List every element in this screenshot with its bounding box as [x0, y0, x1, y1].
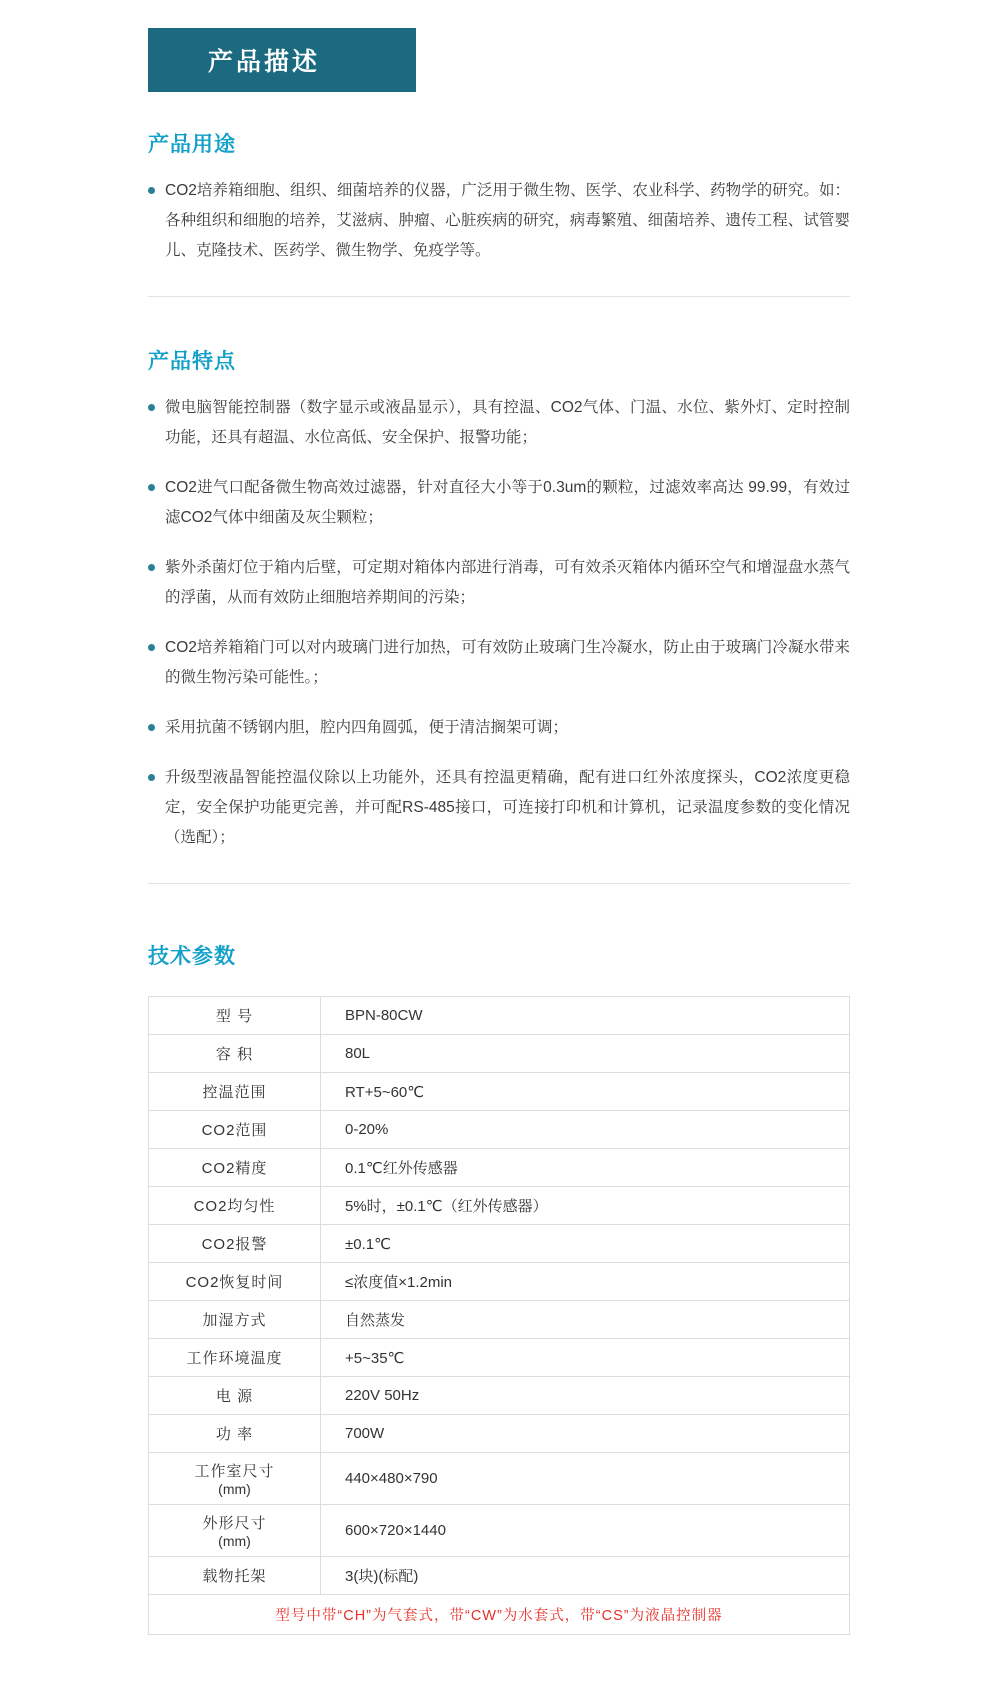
section-product-features — [0, 345, 1000, 853]
spec-label-text: CO2均匀性 — [193, 1198, 276, 1215]
feature-text: 微电脑智能控制器（数字显示或液晶显示），具有控温、CO2气体、门温、水位、紫外灯、定时控制功能，还具有超温、水位高低、安全保护、报警功能； — [165, 399, 850, 446]
section-tech-params — [0, 940, 1000, 970]
feature-text: CO2进气口配备微生物高效过滤器，针对直径大小等于0.3um的颗粒，过滤效率高达 99.99，有效过滤CO2气体中细菌及灰尘颗粒； — [165, 479, 850, 526]
spec-label — [149, 1377, 321, 1415]
spec-label — [149, 1301, 321, 1339]
spec-label — [149, 1149, 321, 1187]
feature-item — [148, 553, 850, 613]
spec-value: +5~35℃ — [321, 1339, 850, 1377]
spec-label — [149, 997, 321, 1035]
bullet-icon — [148, 187, 155, 194]
table-row — [149, 1187, 850, 1225]
section-title-features: 产品特点 — [148, 350, 236, 373]
feature-item — [148, 393, 850, 453]
spec-label-text: CO2恢复时间 — [185, 1274, 284, 1291]
spec-label-unit: (mm) — [218, 1533, 251, 1549]
spec-table — [148, 996, 850, 1635]
spec-label — [149, 1187, 321, 1225]
spec-value: 600×720×1440 — [321, 1505, 850, 1557]
banner-container — [0, 0, 1000, 92]
spec-label-text: CO2报警 — [201, 1236, 268, 1253]
feature-item — [148, 763, 850, 853]
spec-value: ≤浓度值×1.2min — [321, 1263, 850, 1301]
spec-label — [149, 1111, 321, 1149]
spec-label — [149, 1415, 321, 1453]
feature-item — [148, 633, 850, 693]
spec-label-text: CO2范围 — [201, 1122, 268, 1139]
spec-value: 5%时，±0.1℃（红外传感器） — [321, 1187, 850, 1225]
table-row — [149, 1111, 850, 1149]
table-row — [149, 997, 850, 1035]
feature-text: CO2培养箱箱门可以对内玻璃门进行加热，可有效防止玻璃门生冷凝水，防止由于玻璃门冷凝水带来的微生物污染可能性。； — [165, 639, 850, 686]
divider — [148, 296, 850, 297]
bullet-icon — [148, 484, 155, 491]
table-row — [149, 1377, 850, 1415]
spec-label — [149, 1505, 321, 1557]
spec-label-text: 工作室尺寸 — [194, 1463, 275, 1480]
spec-value: 700W — [321, 1415, 850, 1453]
spec-value: ±0.1℃ — [321, 1225, 850, 1263]
spec-label-text: 加湿方式 — [202, 1312, 267, 1329]
feature-text: 采用抗菌不锈钢内胆，腔内四角圆弧，便于清洁搁架可调； — [165, 719, 569, 736]
page-title: 产品描述 — [148, 28, 416, 92]
bullet-icon — [148, 724, 155, 731]
table-note-row — [149, 1595, 850, 1635]
spec-label-text: 电 源 — [215, 1388, 254, 1405]
spec-label-text: 工作环境温度 — [186, 1350, 283, 1367]
table-row — [149, 1557, 850, 1595]
divider — [148, 883, 850, 884]
table-row — [149, 1149, 850, 1187]
table-note: 型号中带“CH”为气套式，带“CW”为水套式，带“CS”为液晶控制器 — [149, 1595, 850, 1635]
section-product-usage — [0, 128, 1000, 266]
section-title-usage: 产品用途 — [148, 133, 236, 156]
table-row — [149, 1073, 850, 1111]
table-row — [149, 1453, 850, 1505]
bullet-icon — [148, 774, 155, 781]
spec-value: 3(块)(标配) — [321, 1557, 850, 1595]
spec-value: 0-20% — [321, 1111, 850, 1149]
table-row — [149, 1415, 850, 1453]
spec-label-text: CO2精度 — [201, 1160, 268, 1177]
table-row — [149, 1225, 850, 1263]
spec-value: BPN-80CW — [321, 997, 850, 1035]
spec-label-text: 控温范围 — [202, 1084, 267, 1101]
spec-label-text: 载物托架 — [202, 1568, 267, 1585]
table-row — [149, 1505, 850, 1557]
feature-item — [148, 473, 850, 533]
spec-value: 80L — [321, 1035, 850, 1073]
table-row — [149, 1263, 850, 1301]
spec-label — [149, 1035, 321, 1073]
spec-value: 自然蒸发 — [321, 1301, 850, 1339]
feature-text: 升级型液晶智能控温仪除以上功能外，还具有控温更精确，配有进口红外浓度探头，CO2浓度更稳定，安全保护功能更完善，并可配RS-485接口，可连接打印机和计算机，记录温度参数的变化情况（选配）； — [165, 769, 850, 846]
spec-value: 220V 50Hz — [321, 1377, 850, 1415]
spec-label-text: 容 积 — [215, 1046, 254, 1063]
spec-label — [149, 1453, 321, 1505]
spec-table-container — [0, 996, 1000, 1695]
spec-value: 0.1℃红外传感器 — [321, 1149, 850, 1187]
spec-label — [149, 1263, 321, 1301]
spec-label — [149, 1073, 321, 1111]
spec-label-text: 功 率 — [215, 1426, 254, 1443]
spec-label — [149, 1557, 321, 1595]
spec-label — [149, 1225, 321, 1263]
usage-paragraph — [148, 176, 850, 266]
spec-label-text: 型 号 — [215, 1008, 254, 1025]
table-row — [149, 1301, 850, 1339]
bullet-icon — [148, 644, 155, 651]
section-title-tech: 技术参数 — [148, 945, 236, 968]
bullet-icon — [148, 404, 155, 411]
spec-label-unit: (mm) — [218, 1481, 251, 1497]
spec-value: RT+5~60℃ — [321, 1073, 850, 1111]
spec-label — [149, 1339, 321, 1377]
feature-item — [148, 713, 850, 743]
spec-label-text: 外形尺寸 — [202, 1515, 267, 1532]
bullet-icon — [148, 564, 155, 571]
spec-value: 440×480×790 — [321, 1453, 850, 1505]
table-row — [149, 1035, 850, 1073]
feature-text: 紫外杀菌灯位于箱内后壁，可定期对箱体内部进行消毒，可有效杀灭箱体内循环空气和增湿盘水蒸气的浮菌，从而有效防止细胞培养期间的污染； — [165, 559, 850, 606]
table-row — [149, 1339, 850, 1377]
usage-paragraph-text: CO2培养箱细胞、组织、细菌培养的仪器，广泛用于微生物、医学、农业科学、药物学的研究。如：各种组织和细胞的培养，艾滋病、肿瘤、心脏疾病的研究，病毒繁殖、细菌培养、遗传工程、试管婴儿、克隆技术、医药学、微生物学、免疫学等。 — [165, 182, 850, 259]
